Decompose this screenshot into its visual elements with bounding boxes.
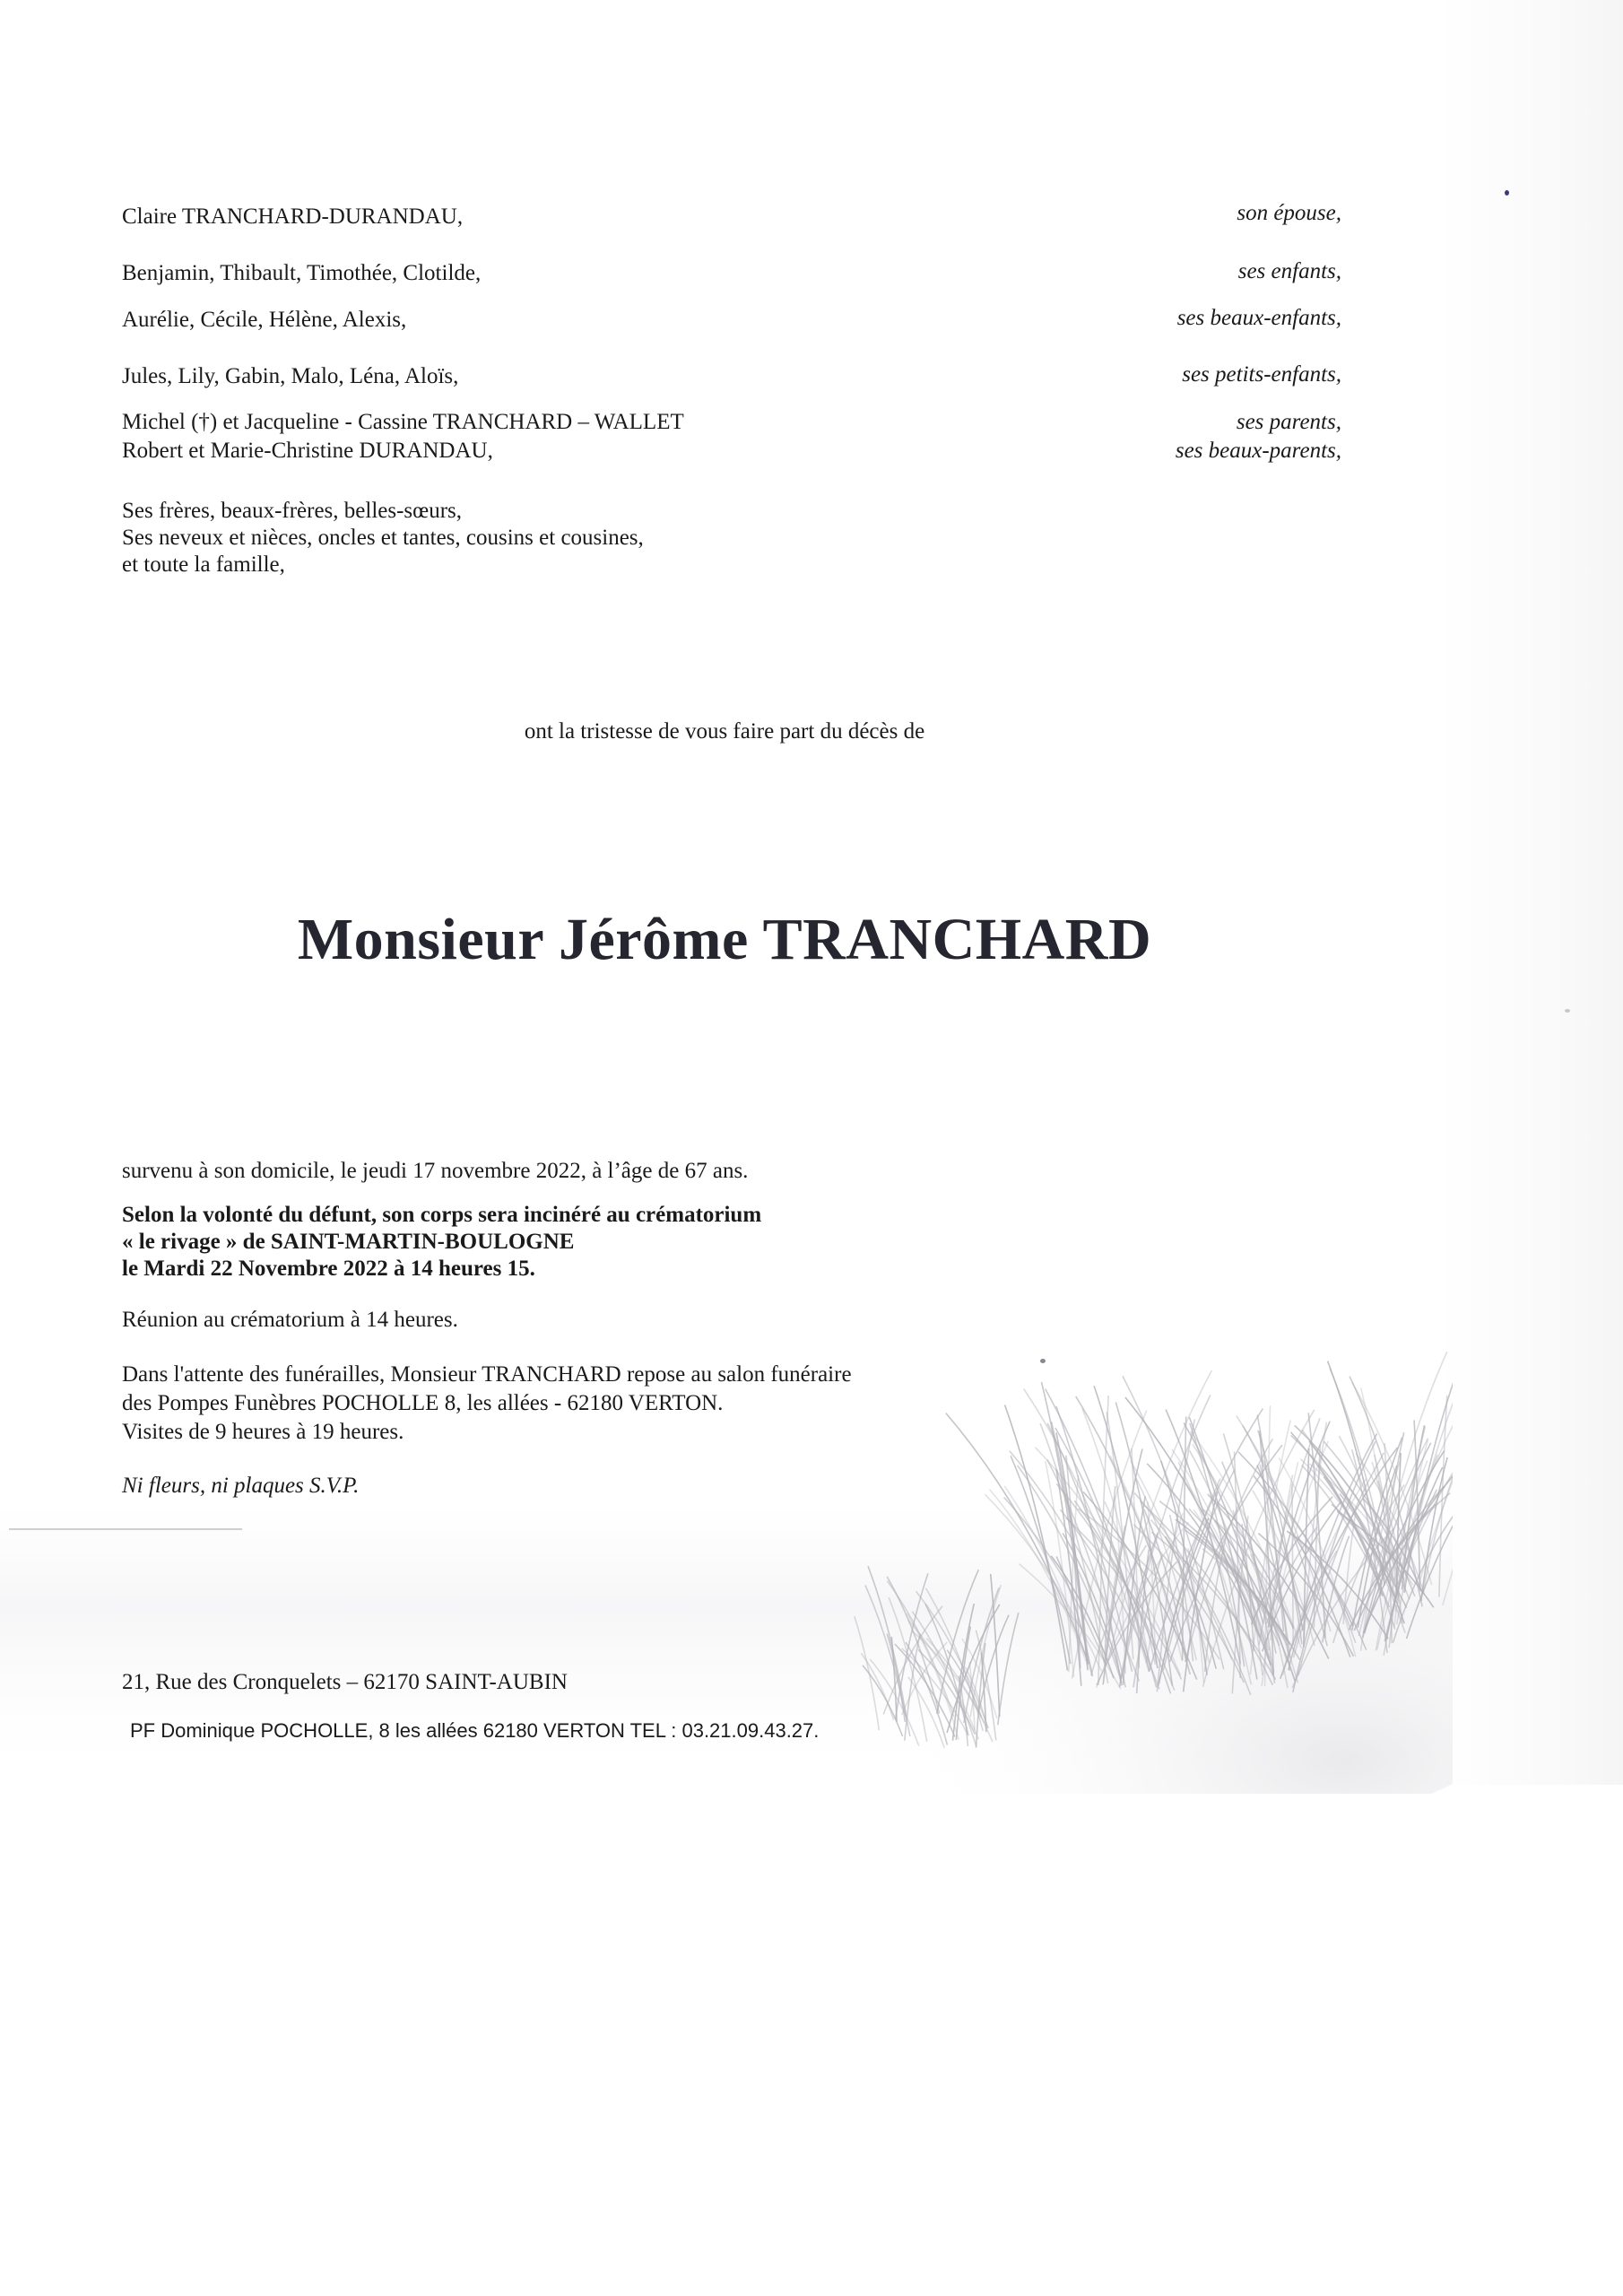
scan-speck bbox=[1505, 190, 1509, 196]
family-stepchildren-relation: ses beaux-enfants, bbox=[1176, 306, 1341, 330]
family-parents-names: Michel (†) et Jacqueline - Cassine TRANCHARD – WALLET bbox=[122, 410, 684, 434]
family-spouse-names: Claire TRANCHARD-DURANDAU, bbox=[122, 204, 464, 229]
funeral-home-contact: PF Dominique POCHOLLE, 8 les allées 62180 VERTON TEL : 03.21.09.43.27. bbox=[130, 1719, 820, 1742]
flowers-note: Ni fleurs, ni plaques S.V.P. bbox=[122, 1474, 360, 1498]
reunion-info: Réunion au crématorium à 14 heures. bbox=[122, 1308, 458, 1332]
scan-speck bbox=[1040, 1359, 1046, 1363]
ceremony-line-2: « le rivage » de SAINT-MARTIN-BOULOGNE bbox=[122, 1230, 575, 1254]
scan-edge-shadow bbox=[1435, 0, 1623, 1785]
family-spouse-relation: son épouse, bbox=[1237, 201, 1341, 225]
family-parents-in-law-names: Robert et Marie-Christine DURANDAU, bbox=[122, 439, 493, 463]
scan-speck bbox=[1565, 1009, 1570, 1013]
visitation-line-3: Visites de 9 heures à 19 heures. bbox=[122, 1420, 404, 1444]
family-children-names: Benjamin, Thibault, Timothée, Clotilde, bbox=[122, 261, 482, 285]
extended-family-line-3: et toute la famille, bbox=[122, 552, 285, 577]
ceremony-line-1: Selon la volonté du défunt, son corps sera incinéré au crématorium bbox=[122, 1203, 762, 1227]
family-parents-in-law-relation: ses beaux-parents, bbox=[1175, 439, 1341, 463]
address: 21, Rue des Cronquelets – 62170 SAINT-AUBIN bbox=[122, 1670, 568, 1694]
family-parents-relation: ses parents, bbox=[1236, 410, 1341, 434]
death-info: survenu à son domicile, le jeudi 17 novembre 2022, à l’âge de 67 ans. bbox=[122, 1159, 749, 1183]
ceremony-line-3: le Mardi 22 Novembre 2022 à 14 heures 15. bbox=[122, 1257, 535, 1281]
extended-family-line-1: Ses frères, beaux-frères, belles-sœurs, bbox=[122, 499, 463, 523]
family-grandchildren-relation: ses petits-enfants, bbox=[1182, 362, 1341, 387]
extended-family-line-2: Ses neveux et nièces, oncles et tantes, cousins et cousines, bbox=[122, 526, 644, 550]
family-children-relation: ses enfants, bbox=[1237, 259, 1341, 283]
visitation-line-1: Dans l'attente des funérailles, Monsieur TRANCHARD repose au salon funéraire bbox=[122, 1362, 852, 1387]
family-stepchildren-names: Aurélie, Cécile, Hélène, Alexis, bbox=[122, 308, 407, 332]
announcement-text: ont la tristesse de vous faire part du décès de bbox=[524, 719, 925, 744]
family-grandchildren-names: Jules, Lily, Gabin, Malo, Léna, Aloïs, bbox=[122, 364, 459, 388]
deceased-name: Monsieur Jérôme TRANCHARD bbox=[297, 907, 1152, 972]
visitation-line-2: des Pompes Funèbres POCHOLLE 8, les allées - 62180 VERTON. bbox=[122, 1391, 724, 1415]
